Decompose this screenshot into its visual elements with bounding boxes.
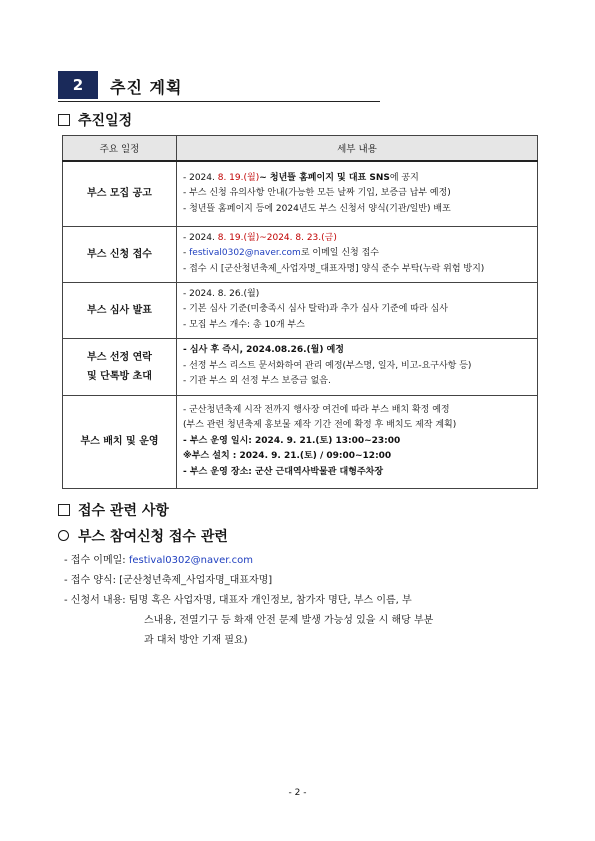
schedule-detail-cell xyxy=(177,161,538,226)
detail-text: 8. 19.(월)~2024. 8. 23.(금) xyxy=(217,232,337,243)
detail-line xyxy=(183,262,531,278)
detail-line xyxy=(183,246,531,262)
schedule-heading: 추진일정 xyxy=(58,110,132,130)
list-item: - 신청서 내용: 팀명 혹은 사업자명, 대표자 개인정보, 참가자 명단, 부스 이름, 부 xyxy=(64,595,412,606)
detail-text: - 2024. 8. 26.(월) xyxy=(183,288,260,299)
schedule-key-label: 부스 배치 및 운영 xyxy=(80,436,159,447)
schedule-key-cell xyxy=(63,282,177,338)
detail-line xyxy=(183,434,531,450)
schedule-key-label: 및 단톡방 초대 xyxy=(87,370,152,382)
page-number: - 2 - xyxy=(288,788,307,798)
detail-text: (부스 관련 청년축제 홍보물 제작 기간 전에 확정 후 배치도 제작 계획) xyxy=(183,420,457,431)
detail-text: festival0302@naver.com xyxy=(189,248,301,259)
schedule-detail-cell xyxy=(177,282,538,338)
detail-text: - 접수 시 [군산청년축제_사업자명_대표자명] 양식 준수 부탁(누락 위험 방지) xyxy=(183,263,485,274)
schedule-key-label: 부스 심사 발표 xyxy=(87,304,152,316)
detail-line xyxy=(183,231,531,247)
detail-line xyxy=(183,186,531,202)
detail-text: - xyxy=(183,248,190,259)
detail-line xyxy=(183,418,531,434)
checkbox-square-icon xyxy=(58,114,70,126)
detail-text: - 청년뜰 홈페이지 등에 2024년도 부스 신청서 양식(기관/일반) 배포 xyxy=(183,203,451,214)
detail-line xyxy=(183,359,531,375)
schedule-key-cell xyxy=(63,338,177,395)
detail-text: - 모집 부스 개수: 총 10개 부스 xyxy=(183,319,305,330)
table-row xyxy=(63,282,538,338)
detail-text: 로 이메일 신청 접수 xyxy=(300,248,379,259)
section-header xyxy=(58,71,380,102)
reception-sub-heading: 부스 참여신청 접수 관련 xyxy=(58,526,228,546)
reception-heading: 접수 관련 사항 xyxy=(58,500,169,520)
detail-text: - 선정 부스 리스트 문서화하여 관리 예정(부스명, 일자, 비고-요구사항 등) xyxy=(183,360,472,371)
detail-text: ※부스 설치 : 2024. 9. 21.(토) / 09:00~12:00 xyxy=(183,451,392,462)
detail-line xyxy=(183,302,531,318)
schedule-table xyxy=(62,135,538,489)
detail-text: - 기관 부스 외 선정 부스 보증금 없음. xyxy=(183,376,331,387)
column-header: 세부 내용 xyxy=(177,136,538,162)
table-row xyxy=(63,338,538,395)
column-header: 주요 일정 xyxy=(63,136,177,162)
list-item: - 접수 이메일: festival0302@naver.com xyxy=(64,555,253,566)
detail-line xyxy=(183,374,531,390)
list-item: - 접수 양식: [군산청년축제_사업자명_대표자명] xyxy=(64,575,273,586)
table-row xyxy=(63,226,538,282)
circle-bullet-icon xyxy=(58,530,69,541)
detail-line xyxy=(183,171,531,187)
detail-text: ~ 청년뜰 홈페이지 및 대표 SNS xyxy=(259,172,390,183)
detail-text: - 부스 신청 유의사항 안내(가능한 모든 날짜 기입, 보증금 납부 예정) xyxy=(183,188,451,198)
detail-text: 에 공지 xyxy=(389,172,419,183)
section-number: 2 xyxy=(58,71,98,99)
schedule-key-label: 부스 신청 접수 xyxy=(87,248,152,260)
detail-line xyxy=(183,465,531,481)
schedule-detail-cell xyxy=(177,395,538,488)
table-header-row xyxy=(63,136,538,162)
detail-line xyxy=(183,287,531,303)
detail-line xyxy=(183,318,531,334)
schedule-detail-cell xyxy=(177,226,538,282)
detail-text: - 기본 심사 기준(미충족시 심사 탈락)과 추가 심사 기준에 따라 심사 xyxy=(183,304,448,315)
schedule-key-cell xyxy=(63,161,177,226)
detail-line xyxy=(183,449,531,465)
section-title: 추진 계획 xyxy=(110,78,183,97)
detail-line xyxy=(183,343,531,359)
schedule-key-cell xyxy=(63,395,177,488)
detail-text: - 부스 운영 일시: 2024. 9. 21.(토) 13:00~23:00 xyxy=(183,435,401,446)
list-item-continued: 스내용, 전열기구 등 화재 안전 문제 발생 가능성 있을 시 해당 부분 xyxy=(144,615,434,626)
detail-text: 8. 19.(월) xyxy=(217,172,260,183)
detail-text: - 군산청년축제 시작 전까지 행사장 여건에 따라 부스 배치 확정 예정 xyxy=(183,404,450,415)
schedule-key-label: 부스 모집 공고 xyxy=(87,188,152,200)
detail-text: - 심사 후 즉시, 2024.08.26.(월) 예정 xyxy=(183,345,344,356)
detail-line xyxy=(183,403,531,419)
table-row xyxy=(63,161,538,226)
table-row xyxy=(63,395,538,488)
schedule-key-label: 부스 선정 연락 xyxy=(87,351,152,363)
schedule-key-cell xyxy=(63,226,177,282)
detail-text: - 2024. xyxy=(183,172,218,183)
checkbox-square-icon xyxy=(58,504,70,516)
schedule-detail-cell xyxy=(177,338,538,395)
detail-text: - 부스 운영 장소: 군산 근대역사박물관 대형주차장 xyxy=(183,466,384,477)
detail-line xyxy=(183,202,531,218)
detail-text: - 2024. xyxy=(183,232,218,243)
list-item-continued: 과 대처 방안 기재 필요) xyxy=(144,635,248,646)
